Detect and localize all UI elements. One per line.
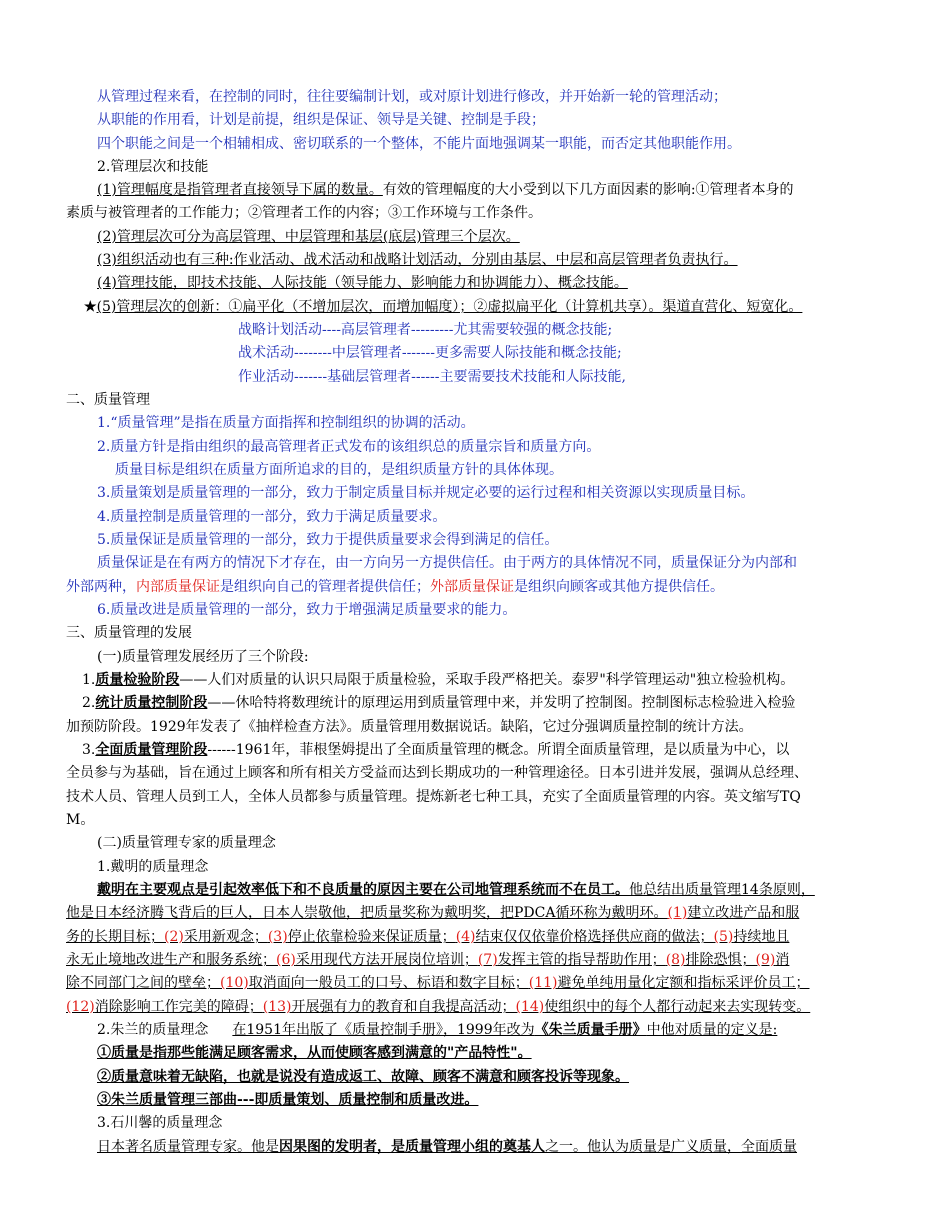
- span-of-control-factors: 有效的管理幅度的大小受到以下几方面因素的影响:①管理者本身的: [382, 182, 794, 198]
- principle-number: (6): [276, 952, 296, 968]
- principle-number: (11): [528, 975, 558, 991]
- stage-tqm: [82, 739, 789, 761]
- internal-qa-desc: 是组织向自己的管理者提供信任；: [220, 579, 430, 595]
- principle-text: 务的长期目标；: [66, 929, 164, 945]
- principle-text: 开展强有力的教育和自我提高活动；: [291, 999, 516, 1015]
- principle-number: (8): [665, 952, 686, 968]
- subheading-quality-experts: (二)质量管理专家的质量理念: [97, 835, 276, 851]
- quality-assurance-detail: 质量保证是在有两方的情况下才存在，由一方向另一方提供信任。由于两方的具体情况不同，质量保证分为内部和: [97, 555, 797, 571]
- quality-definition: 1.“质量管理”是指在质量方面指挥和控制组织的协调的活动。: [97, 415, 475, 431]
- span-of-control-definition: (1)管理幅度是指管理者直接领导下属的数量。: [97, 182, 383, 198]
- principle-text: 采用新观念；: [183, 929, 268, 945]
- ishikawa-achievement: 因果图的发明者，是质量管理小组的奠基人: [279, 1139, 545, 1155]
- external-qa-term: 外部质量保证: [430, 579, 514, 595]
- deming-core-point: 戴明在主要观点是引起效率低下和不良质量的原因主要在公司地管理系统而不在员工。: [97, 882, 629, 898]
- juran-book-info: 在1951年出版了《质量控制手册》，1999年改为: [232, 1022, 535, 1038]
- stage-statistical: [82, 692, 795, 714]
- stage-tqm-cont-3: M。: [66, 812, 95, 828]
- skill-tactical: 战术活动--------中层管理者-------更多需要人际技能和概念技能;: [238, 345, 622, 361]
- stage-number: 1.: [82, 672, 96, 688]
- quality-assurance: 5.质量保证是质量管理的一部分，致力于提供质量要求会得到满足的信任。: [97, 532, 559, 548]
- juran-definition-2: ②质量意味着无缺陷，也就是说没有造成返工、故障、顾客不满意和顾客投诉等现象。: [97, 1069, 629, 1085]
- star-icon: ★: [84, 299, 97, 315]
- section-heading-quality-management: 二、质量管理: [66, 392, 150, 408]
- external-qa-desc: 是组织向顾客或其他方提供信任。: [514, 579, 724, 595]
- stage-inspection: [82, 669, 794, 691]
- item-level-innovation: [84, 296, 802, 318]
- quality-improvement: 6.质量改进是质量管理的一部分，致力于增强满足质量要求的能力。: [97, 602, 517, 618]
- juran-trilogy: ③朱兰质量管理三部曲---即质量策划、质量控制和质量改进。: [97, 1092, 479, 1108]
- principle-text: 采用现代方法开展岗位培训；: [295, 952, 478, 968]
- skill-operational: 作业活动-------基础层管理者------主要需要技术技能和人际技能,: [238, 369, 626, 385]
- principle-text: 取消面向一般员工的口号、标语和数字目标；: [248, 975, 529, 991]
- stage-desc-inspection: ——人们对质量的认识只局限于质量检验，采取手段严格把关。泰罗"科学管理运动"独立检验机构。: [179, 672, 795, 688]
- deming-line-3: [66, 926, 789, 948]
- principle-text: 停止依靠检验来保证质量；: [287, 929, 456, 945]
- heading-ishikawa: 3.石川馨的质量理念: [97, 1115, 223, 1131]
- stage-statistical-cont: 加预防阶段。1929年发表了《抽样检查方法》。质量管理用数据说话。缺陷，它过分强调质量控制的统计方法。: [66, 719, 753, 735]
- principle-number: (5): [713, 929, 734, 945]
- principle-text: 建立改进产品和服: [687, 905, 800, 921]
- deming-line-5: [66, 972, 810, 994]
- quality-control: 4.质量控制是质量管理的一部分，致力于满足质量要求。: [97, 509, 447, 525]
- ishikawa-quality-view: 之一。他认为质量是广义质量，全面质量: [545, 1139, 797, 1155]
- subheading-three-stages: (一)质量管理发展经历了三个阶段:: [97, 649, 309, 665]
- quality-policy: 2.质量方针是指由组织的最高管理者正式发布的该组织总的质量宗旨和质量方向。: [97, 439, 601, 455]
- qa-types-intro: 外部两种，: [66, 579, 136, 595]
- paragraph-management-process: 从管理过程来看，在控制的同时，往往要编制计划，或对原计划进行修改，并开始新一轮的管理活动；: [97, 89, 727, 105]
- principle-text: 避免单纯用量化定额和指标采评价员工；: [557, 975, 810, 991]
- principle-text: 排除恐惧；: [685, 952, 756, 968]
- stage-title-statistical: 统计质量控制阶段: [95, 695, 208, 711]
- juran-line: [97, 1019, 777, 1041]
- section-heading-quality-development: 三、质量管理的发展: [66, 625, 192, 641]
- ishikawa-intro: [97, 1136, 797, 1158]
- item-span-of-control: [97, 179, 794, 201]
- principle-text: 永无止境地改进生产和服务系统；: [66, 952, 276, 968]
- stage-desc-statistical: ——休哈特将数理统计的原理运用到质量管理中来，并发明了控制图。控制图标志检验进入检验: [207, 695, 796, 711]
- principle-text: 除不同部门之间的壁垒；: [66, 975, 220, 991]
- stage-tqm-cont-1: 全员参与为基础，旨在通过上顾客和所有相关方受益而达到长期成功的一种管理途径。日本引进并发展，强调从总经理、: [66, 765, 808, 781]
- paragraph-function-roles: 从职能的作用看，计划是前提，组织是保证、领导是关键、控制是手段；: [97, 112, 545, 128]
- paragraph-four-functions: 四个职能之间是一个相辅相成、密切联系的一个整体，不能片面地强调某一职能，而否定其他职能作用。: [97, 136, 741, 152]
- deming-line-4: [66, 949, 789, 971]
- quality-objective: 质量目标是组织在质量方面所追求的目的，是组织质量方针的具体体现。: [115, 462, 563, 478]
- item-organization-activities: (3)组织活动也有三种:作业活动、战术活动和战略计划活动，分别由基层、中层和高层管理者负责执行。: [97, 252, 738, 268]
- principle-text: 消除影响工作完美的障碍；: [94, 999, 263, 1015]
- item-span-of-control-cont: 素质与被管理者的工作能力；②管理者工作的内容；③工作环境与工作条件。: [66, 205, 542, 221]
- principle-number: (2): [164, 929, 184, 945]
- juran-definition-intro: 中他对质量的定义是:: [646, 1022, 778, 1038]
- deming-main-view: [97, 879, 815, 901]
- principle-number: (3): [267, 929, 288, 945]
- principle-number: (4): [455, 929, 476, 945]
- heading-deming: 1.戴明的质量理念: [97, 859, 209, 875]
- principle-number: (12): [66, 999, 95, 1015]
- item-management-levels: (2)管理层次可分为高层管理、中层管理和基层(底层)管理三个层次。: [97, 229, 520, 245]
- stage-title-tqm: 全面质量管理阶段: [95, 742, 208, 758]
- stage-number: 3.: [82, 742, 96, 758]
- deming-background: 他是日本经济腾飞背后的巨人，日本人崇敬他，把质量奖称为戴明奖，把PDCA循环称为戴明环。: [66, 905, 668, 921]
- stage-desc-tqm: ------1961年，菲根堡姆提出了全面质量管理的概念。所谓全面质量管理，是以质量为中心，以: [207, 742, 790, 758]
- quality-planning: 3.质量策划是质量管理的一部分，致力于制定质量目标并规定必要的运行过程和相关资源以实现质量目标。: [97, 485, 755, 501]
- principle-text: 发挥主管的指导帮助作用；: [497, 952, 666, 968]
- ishikawa-desc: 日本著名质量管理专家。他是: [97, 1139, 279, 1155]
- skill-strategic: 战略计划活动----高层管理者---------尤其需要较强的概念技能;: [238, 322, 613, 338]
- principle-number: (1): [667, 905, 688, 921]
- deming-14-principles-intro: 他总结出质量管理14条原则，: [629, 882, 815, 898]
- principle-number: (13): [262, 999, 292, 1015]
- principle-number: (7): [477, 952, 498, 968]
- heading-management-levels: 2.管理层次和技能: [97, 159, 209, 175]
- deming-line-2: [66, 902, 799, 924]
- principle-number: (9): [755, 952, 776, 968]
- stage-number: 2.: [82, 695, 96, 711]
- item-management-skills: (4)管理技能，即技术技能、人际技能（领导能力、影响能力和协调能力）、概念技能。: [97, 275, 628, 291]
- principle-text: 使组织中的每个人都行动起来去实现转变。: [544, 999, 811, 1015]
- deming-line-6: [66, 996, 810, 1018]
- stage-tqm-cont-2: 技术人员、管理人员到工人，全体人员都参与质量管理。提炼新老七种工具，充实了全面质量管理的内容。英文缩写TQ: [66, 789, 801, 805]
- principle-text: 结束仅仅依靠价格选择供应商的做法；: [475, 929, 714, 945]
- internal-qa-term: 内部质量保证: [136, 579, 220, 595]
- principle-number: (10): [220, 975, 249, 991]
- principle-number: (14): [515, 999, 545, 1015]
- juran-handbook-title: 《朱兰质量手册》: [534, 1022, 647, 1038]
- juran-definition-1: ①质量是指那些能满足顾客需求，从而使顾客感到满意的"产品特性"。: [97, 1045, 532, 1061]
- principle-text: 持续地且: [733, 929, 790, 945]
- principle-text: 消: [775, 952, 790, 968]
- heading-juran: 2.朱兰的质量理念: [97, 1022, 209, 1038]
- quality-assurance-types: [66, 576, 724, 598]
- level-innovation-text: (5)管理层次的创新：①扁平化（不增加层次，而增加幅度）；②虚拟扁平化（计算机共享）。渠道直营化、短宽化。: [96, 299, 803, 315]
- stage-title-inspection: 质量检验阶段: [95, 672, 180, 688]
